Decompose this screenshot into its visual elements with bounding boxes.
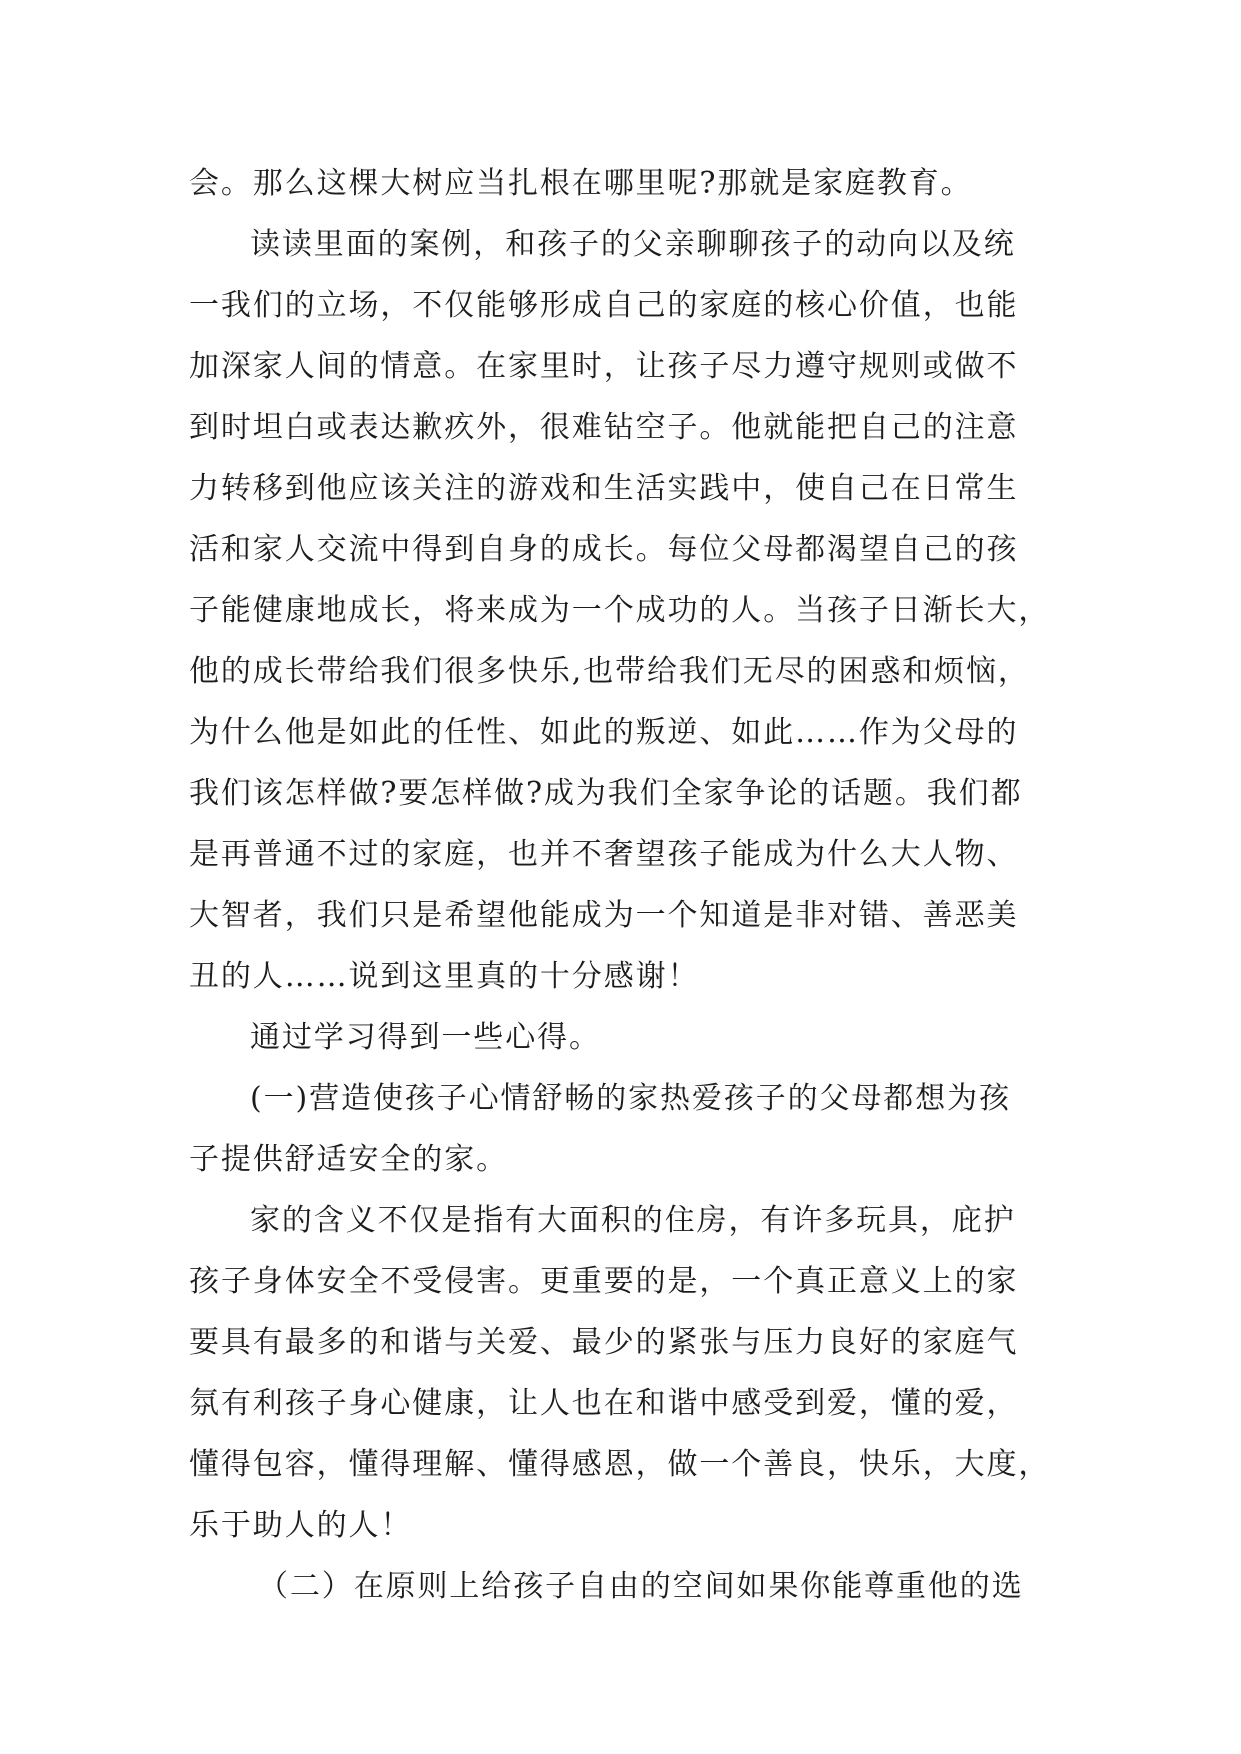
text-line: 大智者，我们只是希望他能成为一个知道是非对错、善恶美 bbox=[189, 898, 1019, 933]
text-line: 子能健康地成长，将来成为一个成功的人。当孩子日渐长大， bbox=[189, 593, 1051, 628]
paragraph-start-line: 家的含义不仅是指有大面积的住房，有许多玩具，庇护 bbox=[250, 1203, 1016, 1238]
text-line: 到时坦白或表达歉疚外，很难钻空子。他就能把自己的注意 bbox=[189, 410, 1019, 445]
text-line: 我们该怎样做?要怎样做?成为我们全家争论的话题。我们都 bbox=[189, 776, 1023, 811]
text-line: 会。那么这棵大树应当扎根在哪里呢?那就是家庭教育。 bbox=[189, 166, 973, 201]
text-line: 要具有最多的和谐与关爱、最少的紧张与压力良好的家庭气 bbox=[189, 1325, 1019, 1360]
text-line: 氛有利孩子身心健康，让人也在和谐中感受到爱，懂的爱， bbox=[189, 1386, 1019, 1421]
text-line: 孩子身体安全不受侵害。更重要的是，一个真正意义上的家 bbox=[189, 1264, 1019, 1299]
text-line: 子提供舒适安全的家。 bbox=[189, 1142, 508, 1177]
text-line: 丑的人……说到这里真的十分感谢！ bbox=[189, 959, 700, 994]
paragraph-start-line: 读读里面的案例，和孩子的父亲聊聊孩子的动向以及统 bbox=[250, 227, 1016, 262]
text-line: 一我们的立场，不仅能够形成自己的家庭的核心价值，也能 bbox=[189, 288, 1019, 323]
text-line: 为什么他是如此的任性、如此的叛逆、如此……作为父母的 bbox=[189, 715, 1019, 750]
text-line: 是再普通不过的家庭，也并不奢望孩子能成为什么大人物、 bbox=[189, 837, 1019, 872]
section-heading-line: (一)营造使孩子心情舒畅的家热爱孩子的父母都想为孩 bbox=[250, 1081, 1011, 1116]
text-line: 加深家人间的情意。在家里时，让孩子尽力遵守规则或做不 bbox=[189, 349, 1019, 384]
paragraph-start-line: 通过学习得到一些心得。 bbox=[250, 1020, 601, 1055]
section-heading-line: （二）在原则上给孩子自由的空间如果你能尊重他的选 bbox=[258, 1569, 1024, 1604]
text-line: 活和家人交流中得到自身的成长。每位父母都渴望自己的孩 bbox=[189, 532, 1019, 567]
text-line: 懂得包容，懂得理解、懂得感恩，做一个善良，快乐，大度， bbox=[189, 1447, 1051, 1482]
text-line: 乐于助人的人！ bbox=[189, 1508, 413, 1543]
text-line: 他的成长带给我们很多快乐,也带给我们无尽的困惑和烦恼， bbox=[189, 654, 1030, 689]
text-line: 力转移到他应该关注的游戏和生活实践中，使自己在日常生 bbox=[189, 471, 1019, 506]
